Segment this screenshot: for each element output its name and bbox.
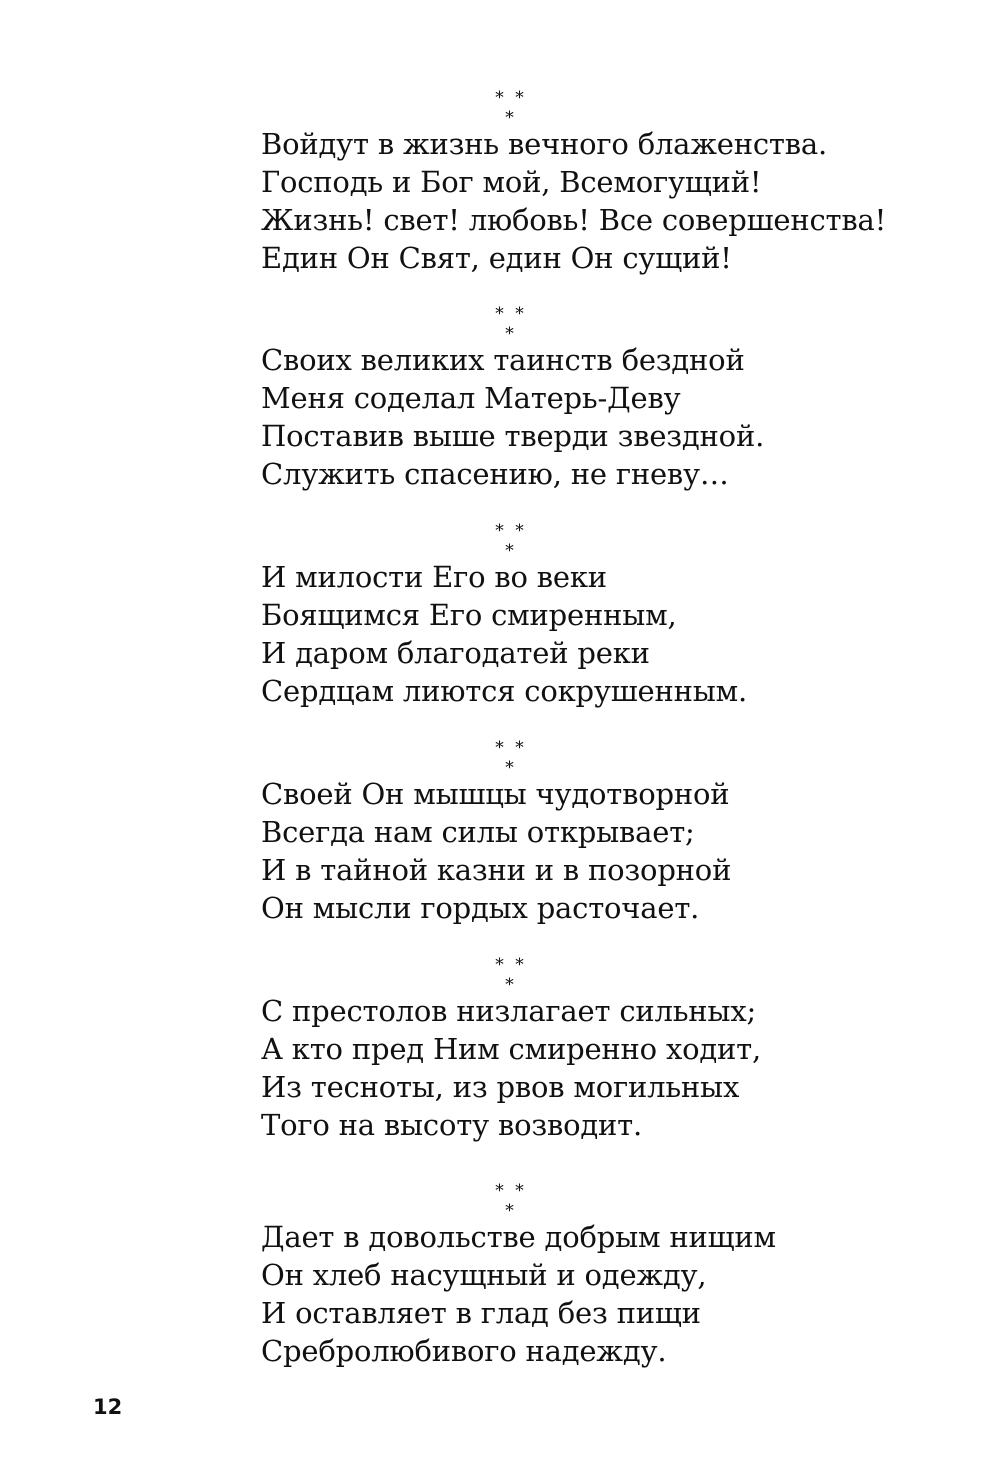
poem-line: Всегда нам силы открывает; <box>261 815 695 849</box>
stanza-separator: * * * <box>495 955 527 995</box>
page-number: 12 <box>93 1395 123 1419</box>
stanza-separator: * * * <box>495 304 527 344</box>
poem-line: И даром благодатей реки <box>261 636 650 670</box>
poem-line: Своих великих таинств бездной <box>261 343 745 377</box>
stanza-separator: * * * <box>495 738 527 778</box>
poem-line: Сребролюбивого надежду. <box>261 1334 667 1368</box>
poem-line: Служить спасению, не гневу… <box>261 457 729 491</box>
poem-line: С престолов низлагает сильных; <box>261 994 757 1028</box>
stanza-lines <box>261 775 731 927</box>
poem-line: Из тесноты, из рвов могильных <box>261 1070 740 1104</box>
stanza-lines <box>261 341 764 493</box>
poem-line: Поставив выше тверди звездной. <box>261 419 765 453</box>
poem-line: И оставляет в глад без пищи <box>261 1296 701 1330</box>
stanza-lines <box>261 1218 776 1370</box>
stanza-separator: * * * <box>495 1181 527 1221</box>
poem-line: Боящимся Его смиренным, <box>261 598 677 632</box>
stanza-lines <box>261 992 761 1144</box>
poem-line: И в тайной казни и в позорной <box>261 853 732 887</box>
poem-line: Он мысли гордых расточает. <box>261 891 700 925</box>
poem-line: А кто пред Ним смиренно ходит, <box>261 1032 761 1066</box>
poem-line: Он хлеб насущный и одежду, <box>261 1258 707 1292</box>
poem-line: Жизнь! свет! любовь! Все совершенства! <box>261 203 887 237</box>
poem-line: Дает в довольстве добрым нищим <box>261 1220 776 1254</box>
stanza-separator: * * * <box>495 521 527 561</box>
poem-line: Того на высоту возводит. <box>261 1108 642 1142</box>
poem-line: Своей Он мышцы чудотворной <box>261 777 730 811</box>
stanza-lines <box>261 125 886 277</box>
poem-line: Един Он Свят, един Он сущий! <box>261 241 732 275</box>
poem-line: Меня соделал Матерь-Деву <box>261 381 681 415</box>
poem-line: И милости Его во веки <box>261 560 607 594</box>
stanza-separator: * * * <box>495 88 527 128</box>
stanza-lines <box>261 558 747 710</box>
poem-line: Войдут в жизнь вечного блаженства. <box>261 127 827 161</box>
poem-line: Господь и Бог мой, Всемогущий! <box>261 165 762 199</box>
poem-line: Сердцам лиются сокрушенным. <box>261 674 747 708</box>
